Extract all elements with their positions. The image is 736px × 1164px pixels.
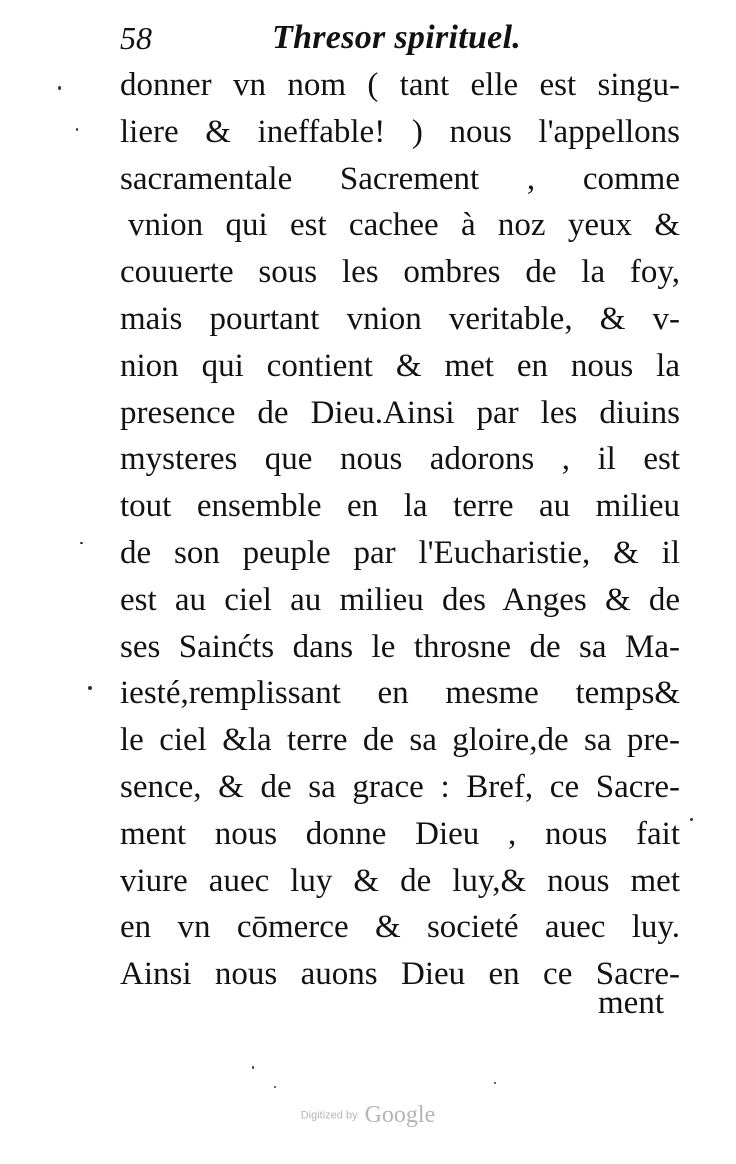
catchword: ment	[598, 985, 664, 1021]
google-logo: Google	[364, 1102, 436, 1128]
text-line: ses Sainćts dans le throsne de sa Ma-	[120, 628, 680, 665]
text-line: presence de Dieu.Ainsi par les diuins	[120, 394, 680, 431]
text-line: est au ciel au milieu des Anges & de	[120, 581, 680, 618]
page-number: 58	[120, 20, 152, 56]
text-line: mais pourtant vnion veritable, & v-	[120, 300, 680, 337]
ink-speck	[76, 128, 78, 131]
running-title: Thresor spirituel.	[272, 19, 522, 56]
text-line: le ciel &la terre de sa gloire,de sa pre-	[120, 722, 680, 759]
ink-speck	[274, 1086, 276, 1088]
watermark-prefix: Digitized by	[300, 1109, 358, 1122]
text-line: ment nous donne Dieu , nous fait	[120, 815, 680, 852]
text-line: iesté,remplissant en mesme temps&	[120, 675, 680, 712]
running-header	[0, 10, 736, 60]
ink-speck	[690, 818, 693, 821]
ink-speck	[494, 1082, 496, 1084]
ink-speck	[252, 1066, 254, 1069]
text-line: liere & ineffable! ) nous l'appellons	[120, 113, 680, 150]
ink-speck	[58, 86, 61, 90]
text-line: mysteres que nous adorons , il est	[120, 441, 680, 478]
text-line: donner vn nom ( tant elle est singu-	[120, 67, 680, 103]
text-line: vnion qui est cachee à noz yeux &	[128, 207, 680, 244]
digitization-watermark	[0, 1102, 736, 1129]
text-line: viure auec luy & de luy,& nous met	[120, 862, 680, 899]
text-line: sence, & de sa grace : Bref, ce Sacre-	[120, 768, 680, 805]
ink-speck	[80, 542, 83, 544]
text-line: sacramentale Sacrement , comme	[120, 160, 680, 197]
text-line: Ainsi nous auons Dieu en ce Sacre-	[120, 956, 680, 993]
ink-speck	[88, 686, 92, 690]
text-line: tout ensemble en la terre au milieu	[120, 488, 680, 525]
body-text	[120, 62, 680, 998]
text-line: nion qui contient & met en nous la	[120, 347, 680, 384]
text-line: en vn cōmerce & societé auec luy.	[120, 909, 680, 946]
text-line: de son peuple par l'Eucharistie, & il	[120, 534, 680, 571]
text-line: couuerte sous les ombres de la foy,	[120, 254, 680, 291]
